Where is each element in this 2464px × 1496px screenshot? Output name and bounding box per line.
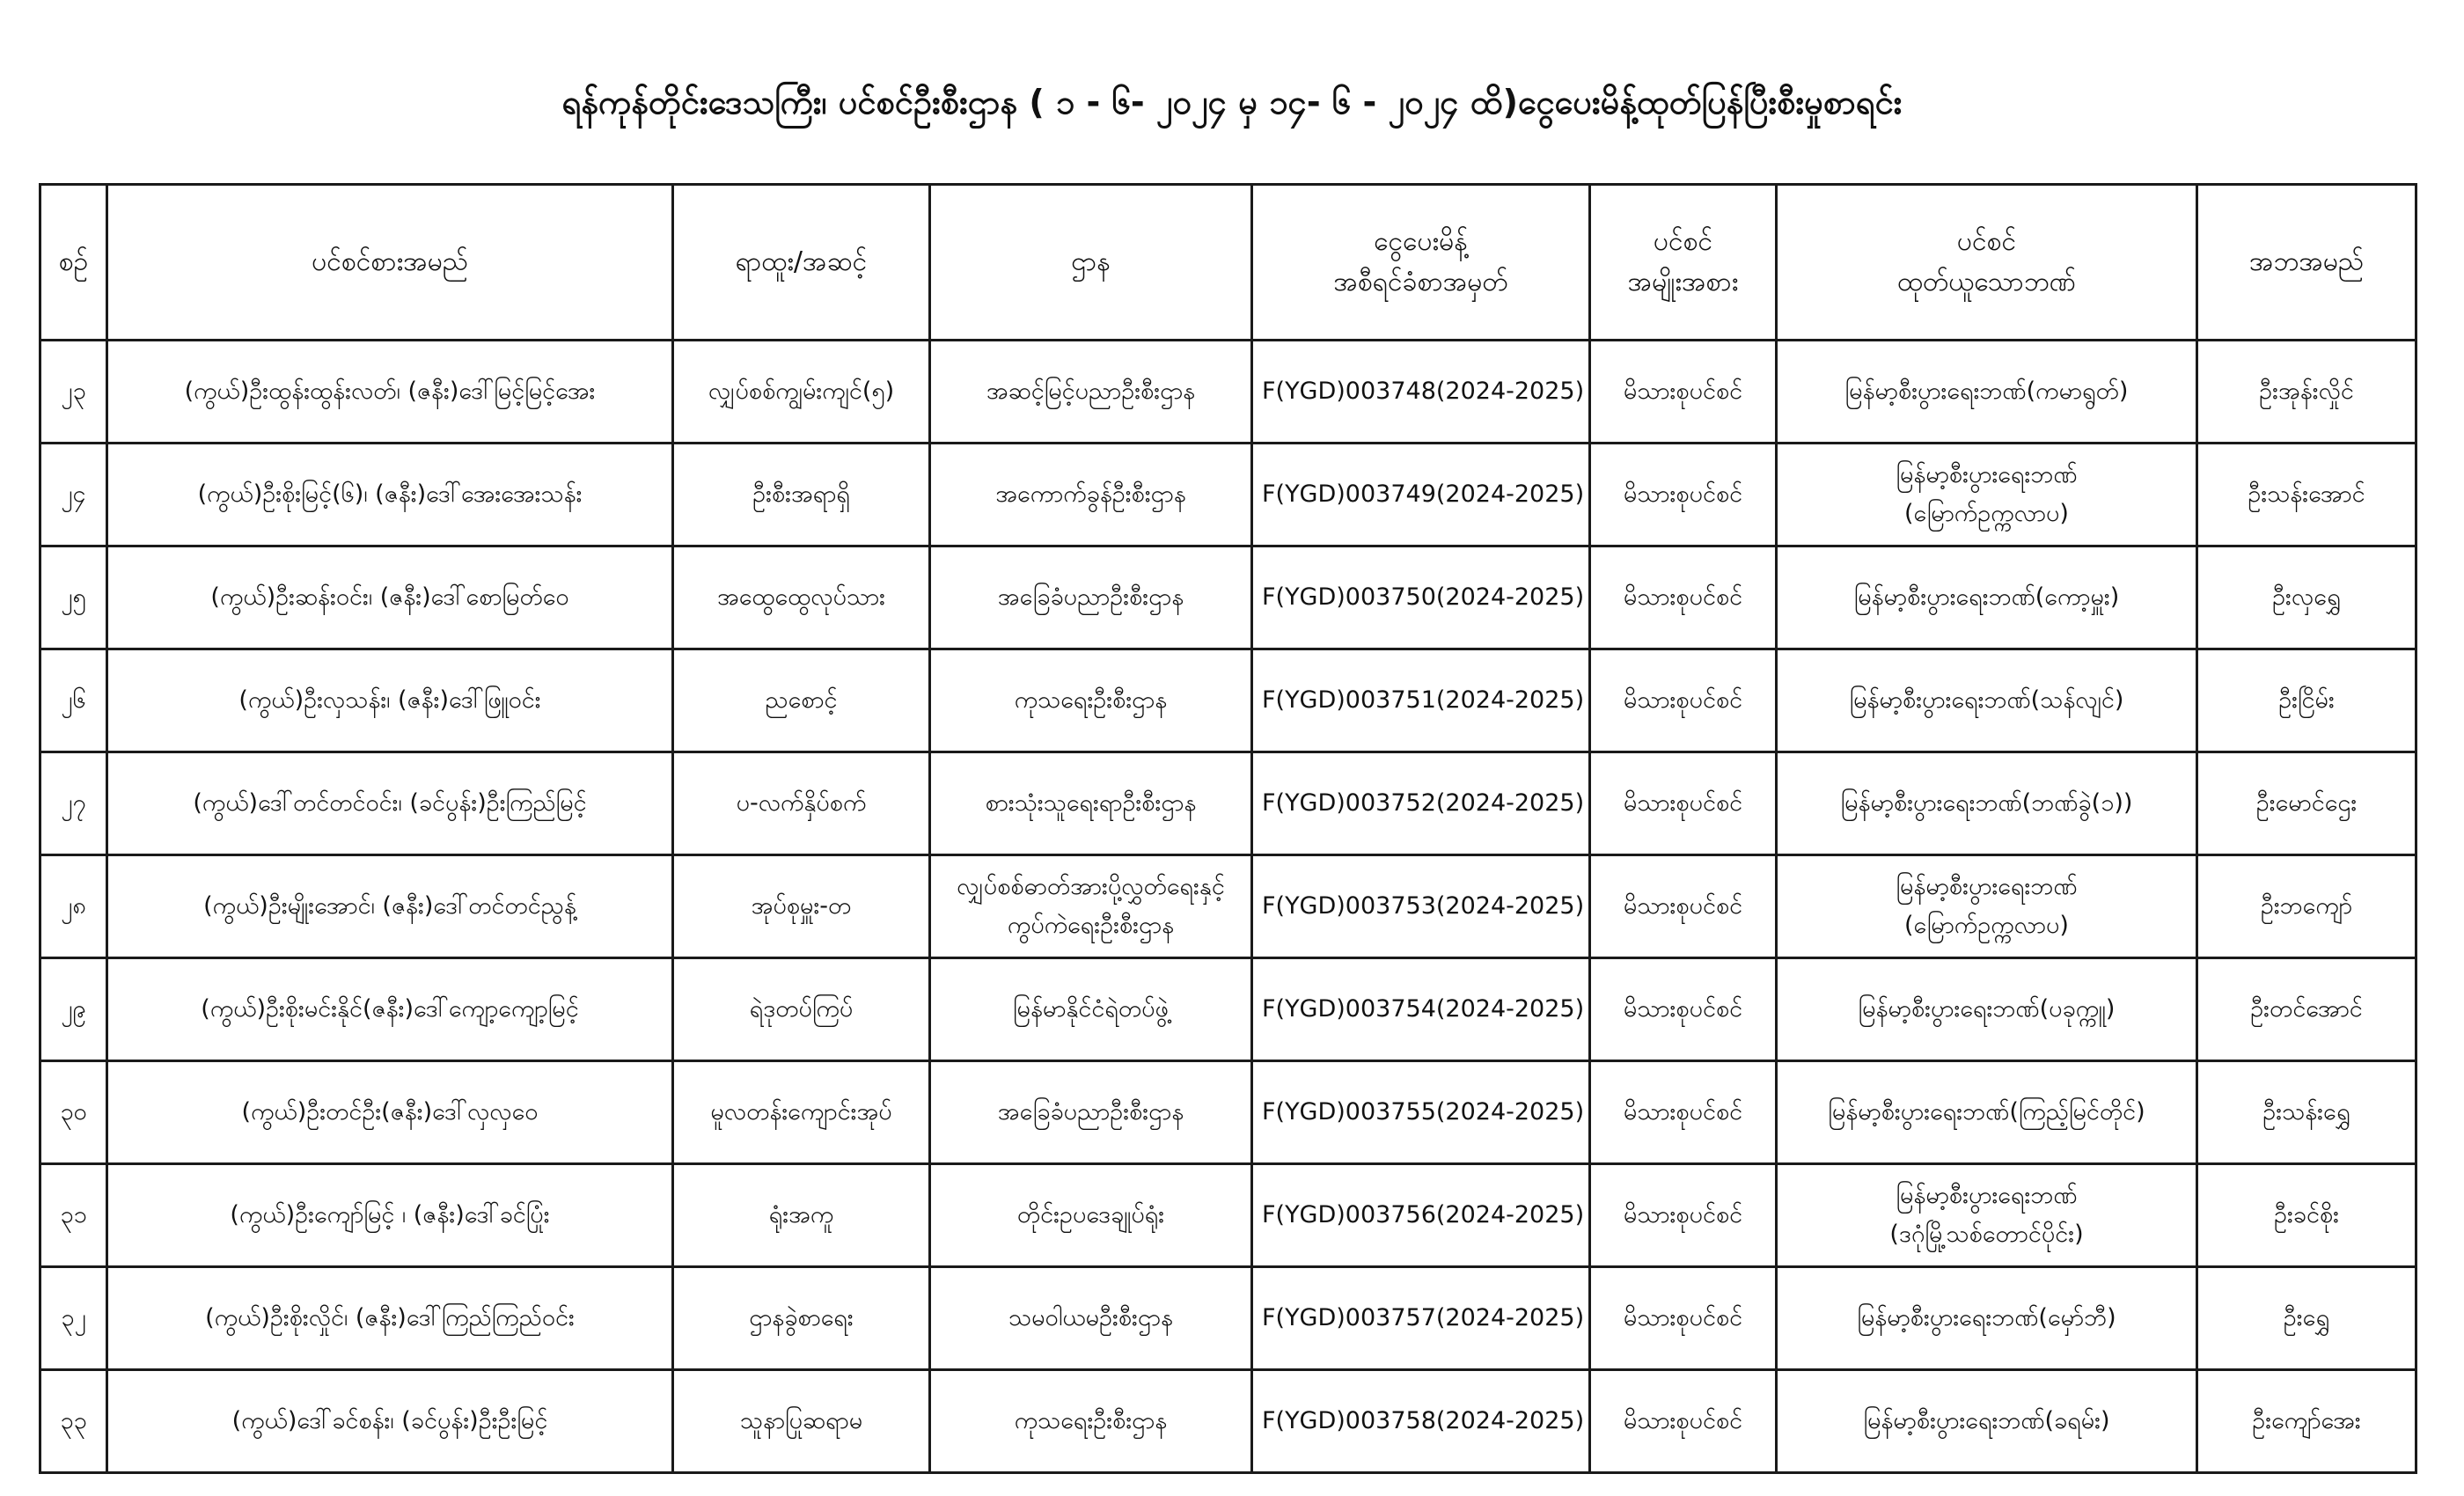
cell-report-number: F(YGD)003748(2024-2025) — [1252, 341, 1590, 444]
cell-rank: အုပ်စုမှူး-တ — [673, 855, 930, 958]
cell-bank — [1777, 341, 2197, 444]
header-label-line: ဌာန — [1071, 246, 1111, 277]
cell-pensioner-name: (ကွယ်)ဦးဆန်းဝင်း၊ (ဇနီး)ဒေါ်စောမြတ်ဝေ — [107, 546, 673, 649]
cell-report-number: F(YGD)003755(2024-2025) — [1252, 1061, 1590, 1164]
cell-department: စားသုံးသူရေးရာဦးစီးဌာန — [930, 752, 1252, 855]
header-label-line: ပင်စင် — [1653, 226, 1713, 257]
cell-pensioner-name: (ကွယ်)ဦးမျိုးအောင်၊ (ဇနီး)ဒေါ်တင်တင်ညွန့် — [107, 855, 673, 958]
header-no — [40, 185, 107, 341]
cell-report-number: F(YGD)003754(2024-2025) — [1252, 958, 1590, 1061]
cell-father-name: ဦးခင်စိုး — [2197, 1164, 2416, 1267]
cell-department: အဆင့်မြင့်ပညာဦးစီးဌာန — [930, 341, 1252, 444]
cell-bank-line: မြန်မာ့စီးပွားရေးဘဏ်(သန်လျင်) — [1849, 686, 2124, 714]
cell-bank-line: မြန်မာ့စီးပွားရေးဘဏ်(မှော်ဘီ) — [1857, 1304, 2116, 1331]
cell-father-name: ဦးငြိမ်း — [2197, 649, 2416, 752]
header-pensioner-name — [107, 185, 673, 341]
cell-department: ကုသရေးဦးစီးဌာန — [930, 1370, 1252, 1473]
header-label-line: အမျိုးအစား — [1627, 267, 1739, 297]
cell-father-name: ဦးသန်းအောင် — [2197, 444, 2416, 546]
cell-pensioner-name: (ကွယ်)ဦးစိုးမြင့်(၆)၊ (ဇနီး)ဒေါ်အေးအေးသန်း — [107, 444, 673, 546]
cell-report-number: F(YGD)003758(2024-2025) — [1252, 1370, 1590, 1473]
cell-father-name: ဦးဘကျော် — [2197, 855, 2416, 958]
cell-rank: ဦးစီးအရာရှိ — [673, 444, 930, 546]
cell-pensioner-name: (ကွယ်)ဦးတင်ဦး(ဇနီး)ဒေါ်လှလှဝေ — [107, 1061, 673, 1164]
cell-bank-line: မြန်မာ့စီးပွားရေးဘဏ်(ကော့မှူး) — [1853, 583, 2120, 611]
cell-bank-line: မြန်မာ့စီးပွားရေးဘဏ် — [1896, 873, 2078, 900]
cell-bank-line: မြန်မာ့စီးပွားရေးဘဏ်(ခရမ်း) — [1863, 1407, 2110, 1434]
cell-no: ၂၇ — [40, 752, 107, 855]
cell-pension-type: မိသားစုပင်စင် — [1590, 1061, 1777, 1164]
cell-rank: ဌာနခွဲစာရေး — [673, 1267, 930, 1370]
cell-bank — [1777, 1370, 2197, 1473]
cell-pension-type: မိသားစုပင်စင် — [1590, 958, 1777, 1061]
page-title: ရန်ကုန်တိုင်းဒေသကြီး၊ ပင်စင်ဦးစီးဌာန ( ၁ - ၆- ၂၀၂၄ မှ ၁၄- ၆ - ၂၀၂၄ ထိ)ငွေပေးမိန့်ထုတ်ပြန်ပြီးစီးမှုစာရင်း — [561, 83, 1903, 121]
table-row — [40, 958, 2416, 1061]
cell-pensioner-name: (ကွယ်)ဦးကျော်မြင့် ၊ (ဇနီး)ဒေါ်ခင်ပြုံး — [107, 1164, 673, 1267]
table-row — [40, 341, 2416, 444]
cell-bank — [1777, 1164, 2197, 1267]
cell-no: ၃၃ — [40, 1370, 107, 1473]
cell-bank-line: (မြောက်ဥက္ကလာပ) — [1904, 500, 2069, 527]
cell-pensioner-name: (ကွယ်)ဦးထွန်းထွန်းလတ်၊ (ဇနီး)ဒေါ်မြင့်မြင့်အေး — [107, 341, 673, 444]
cell-no: ၃၀ — [40, 1061, 107, 1164]
cell-no: ၂၃ — [40, 341, 107, 444]
pension-records-table — [39, 183, 2417, 1474]
header-bank — [1777, 185, 2197, 341]
cell-department: မြန်မာနိုင်ငံရဲတပ်ဖွဲ့ — [930, 958, 1252, 1061]
header-rank — [673, 185, 930, 341]
cell-father-name: ဦးမောင်ဌေး — [2197, 752, 2416, 855]
cell-no: ၂၉ — [40, 958, 107, 1061]
cell-no: ၂၅ — [40, 546, 107, 649]
cell-rank: ရုံးအကူ — [673, 1164, 930, 1267]
cell-pension-type: မိသားစုပင်စင် — [1590, 855, 1777, 958]
header-father-name — [2197, 185, 2416, 341]
cell-department: သမဝါယမဦးစီးဌာန — [930, 1267, 1252, 1370]
cell-pensioner-name: (ကွယ်)ဒေါ်တင်တင်ဝင်း၊ (ခင်ပွန်း)ဦးကြည်မြင့် — [107, 752, 673, 855]
table-row — [40, 1370, 2416, 1473]
cell-department: အခြေခံပညာဦးစီးဌာန — [930, 546, 1252, 649]
cell-report-number: F(YGD)003752(2024-2025) — [1252, 752, 1590, 855]
cell-department-line: ကွပ်ကဲရေးဦးစီးဌာန — [1007, 912, 1175, 939]
table-row — [40, 1267, 2416, 1370]
cell-rank: ညစောင့် — [673, 649, 930, 752]
cell-bank-line: (မြောက်ဥက္ကလာပ) — [1904, 912, 2069, 939]
cell-bank — [1777, 1061, 2197, 1164]
cell-report-number: F(YGD)003757(2024-2025) — [1252, 1267, 1590, 1370]
table-row — [40, 649, 2416, 752]
cell-report-number: F(YGD)003750(2024-2025) — [1252, 546, 1590, 649]
cell-father-name: ဦးကျော်အေး — [2197, 1370, 2416, 1473]
cell-rank: မူလတန်းကျောင်းအုပ် — [673, 1061, 930, 1164]
cell-department: ကုသရေးဦးစီးဌာန — [930, 649, 1252, 752]
cell-no: ၃၂ — [40, 1267, 107, 1370]
cell-father-name: ဦးရွှေ — [2197, 1267, 2416, 1370]
cell-bank — [1777, 1267, 2197, 1370]
header-label-line: စဉ် — [58, 246, 89, 277]
table-row — [40, 1061, 2416, 1164]
cell-report-number: F(YGD)003756(2024-2025) — [1252, 1164, 1590, 1267]
cell-father-name: ဦးအုန်းလှိုင် — [2197, 341, 2416, 444]
cell-bank-line: မြန်မာ့စီးပွားရေးဘဏ်(ပခုက္ကူ) — [1858, 995, 2116, 1023]
cell-bank-line: မြန်မာ့စီးပွားရေးဘဏ်(ကြည့်မြင်တိုင်) — [1828, 1098, 2145, 1126]
cell-pensioner-name: (ကွယ်)ဦးစိုးမင်းနိုင်(ဇနီး)ဒေါ်ကျော့ကျော့မြင့် — [107, 958, 673, 1061]
cell-bank-line: မြန်မာ့စီးပွားရေးဘဏ်(ဘဏ်ခွဲ(၁)) — [1840, 789, 2133, 817]
cell-bank — [1777, 546, 2197, 649]
cell-pension-type: မိသားစုပင်စင် — [1590, 1370, 1777, 1473]
cell-pension-type: မိသားစုပင်စင် — [1590, 546, 1777, 649]
cell-bank-line: မြန်မာ့စီးပွားရေးဘဏ် — [1896, 461, 2078, 488]
cell-department: တိုင်းဥပဒေချုပ်ရုံး — [930, 1164, 1252, 1267]
cell-report-number: F(YGD)003751(2024-2025) — [1252, 649, 1590, 752]
cell-father-name: ဦးသန်းရွှေ — [2197, 1061, 2416, 1164]
table-row — [40, 444, 2416, 546]
cell-department: အခြေခံပညာဦးစီးဌာန — [930, 1061, 1252, 1164]
cell-rank: အထွေထွေလုပ်သား — [673, 546, 930, 649]
header-label-line: ရာထူး/အဆင့် — [735, 246, 868, 277]
cell-no: ၂၄ — [40, 444, 107, 546]
cell-pension-type: မိသားစုပင်စင် — [1590, 649, 1777, 752]
header-department — [930, 185, 1252, 341]
table-body — [40, 341, 2416, 1473]
cell-bank — [1777, 752, 2197, 855]
header-report-number — [1252, 185, 1590, 341]
cell-rank: ရဲဒုတပ်ကြပ် — [673, 958, 930, 1061]
header-label-line: ငွေပေးမိန့် — [1374, 226, 1468, 257]
cell-report-number: F(YGD)003749(2024-2025) — [1252, 444, 1590, 546]
cell-pensioner-name: (ကွယ်)ဦးစိုးလှိုင်၊ (ဇနီး)ဒေါ်ကြည်ကြည်ဝင်း — [107, 1267, 673, 1370]
cell-pensioner-name: (ကွယ်)ဦးလှသန်း၊ (ဇနီး)ဒေါ်ဖြူဝင်း — [107, 649, 673, 752]
header-label-line: ထုတ်ယူသောဘဏ် — [1897, 267, 2076, 297]
cell-pension-type: မိသားစုပင်စင် — [1590, 341, 1777, 444]
cell-pension-type: မိသားစုပင်စင် — [1590, 752, 1777, 855]
table-row — [40, 752, 2416, 855]
cell-bank-line: မြန်မာ့စီးပွားရေးဘဏ် — [1896, 1182, 2078, 1209]
cell-no: ၂၆ — [40, 649, 107, 752]
cell-pension-type: မိသားစုပင်စင် — [1590, 1267, 1777, 1370]
table-row — [40, 855, 2416, 958]
header-label-line: အဘအမည် — [2248, 246, 2365, 277]
cell-bank-line: (ဒဂုံမြို့သစ်တောင်ပိုင်း) — [1889, 1221, 2084, 1248]
cell-rank: လျှပ်စစ်ကျွမ်းကျင်(၅) — [673, 341, 930, 444]
header-row — [40, 185, 2416, 341]
cell-no: ၃၁ — [40, 1164, 107, 1267]
cell-bank — [1777, 444, 2197, 546]
table-row — [40, 546, 2416, 649]
cell-pension-type: မိသားစုပင်စင် — [1590, 444, 1777, 546]
cell-bank-line: မြန်မာ့စီးပွားရေးဘဏ်(ကမာရွတ်) — [1844, 378, 2129, 405]
cell-department-line: လျှပ်စစ်ဓာတ်အားပို့လွှတ်ရေးနှင့် — [957, 873, 1225, 900]
header-pension-type — [1590, 185, 1777, 341]
cell-father-name: ဦးလှရွှေ — [2197, 546, 2416, 649]
cell-bank — [1777, 958, 2197, 1061]
cell-report-number: F(YGD)003753(2024-2025) — [1252, 855, 1590, 958]
cell-department: အကောက်ခွန်ဦးစီးဌာန — [930, 444, 1252, 546]
header-label-line: အစီရင်ခံစာအမှတ် — [1333, 267, 1508, 297]
header-label-line: ပင်စင်စားအမည် — [312, 246, 468, 277]
cell-pensioner-name: (ကွယ်)ဒေါ်ခင်စန်း၊ (ခင်ပွန်း)ဦးဦးမြင့် — [107, 1370, 673, 1473]
cell-no: ၂၈ — [40, 855, 107, 958]
cell-rank: သူနာပြုဆရာမ — [673, 1370, 930, 1473]
cell-rank: ပ-လက်နှိပ်စက် — [673, 752, 930, 855]
cell-bank — [1777, 649, 2197, 752]
cell-pension-type: မိသားစုပင်စင် — [1590, 1164, 1777, 1267]
cell-department — [930, 855, 1252, 958]
cell-father-name: ဦးတင်အောင် — [2197, 958, 2416, 1061]
table-row — [40, 1164, 2416, 1267]
cell-bank — [1777, 855, 2197, 958]
header-label-line: ပင်စင် — [1956, 226, 2017, 257]
